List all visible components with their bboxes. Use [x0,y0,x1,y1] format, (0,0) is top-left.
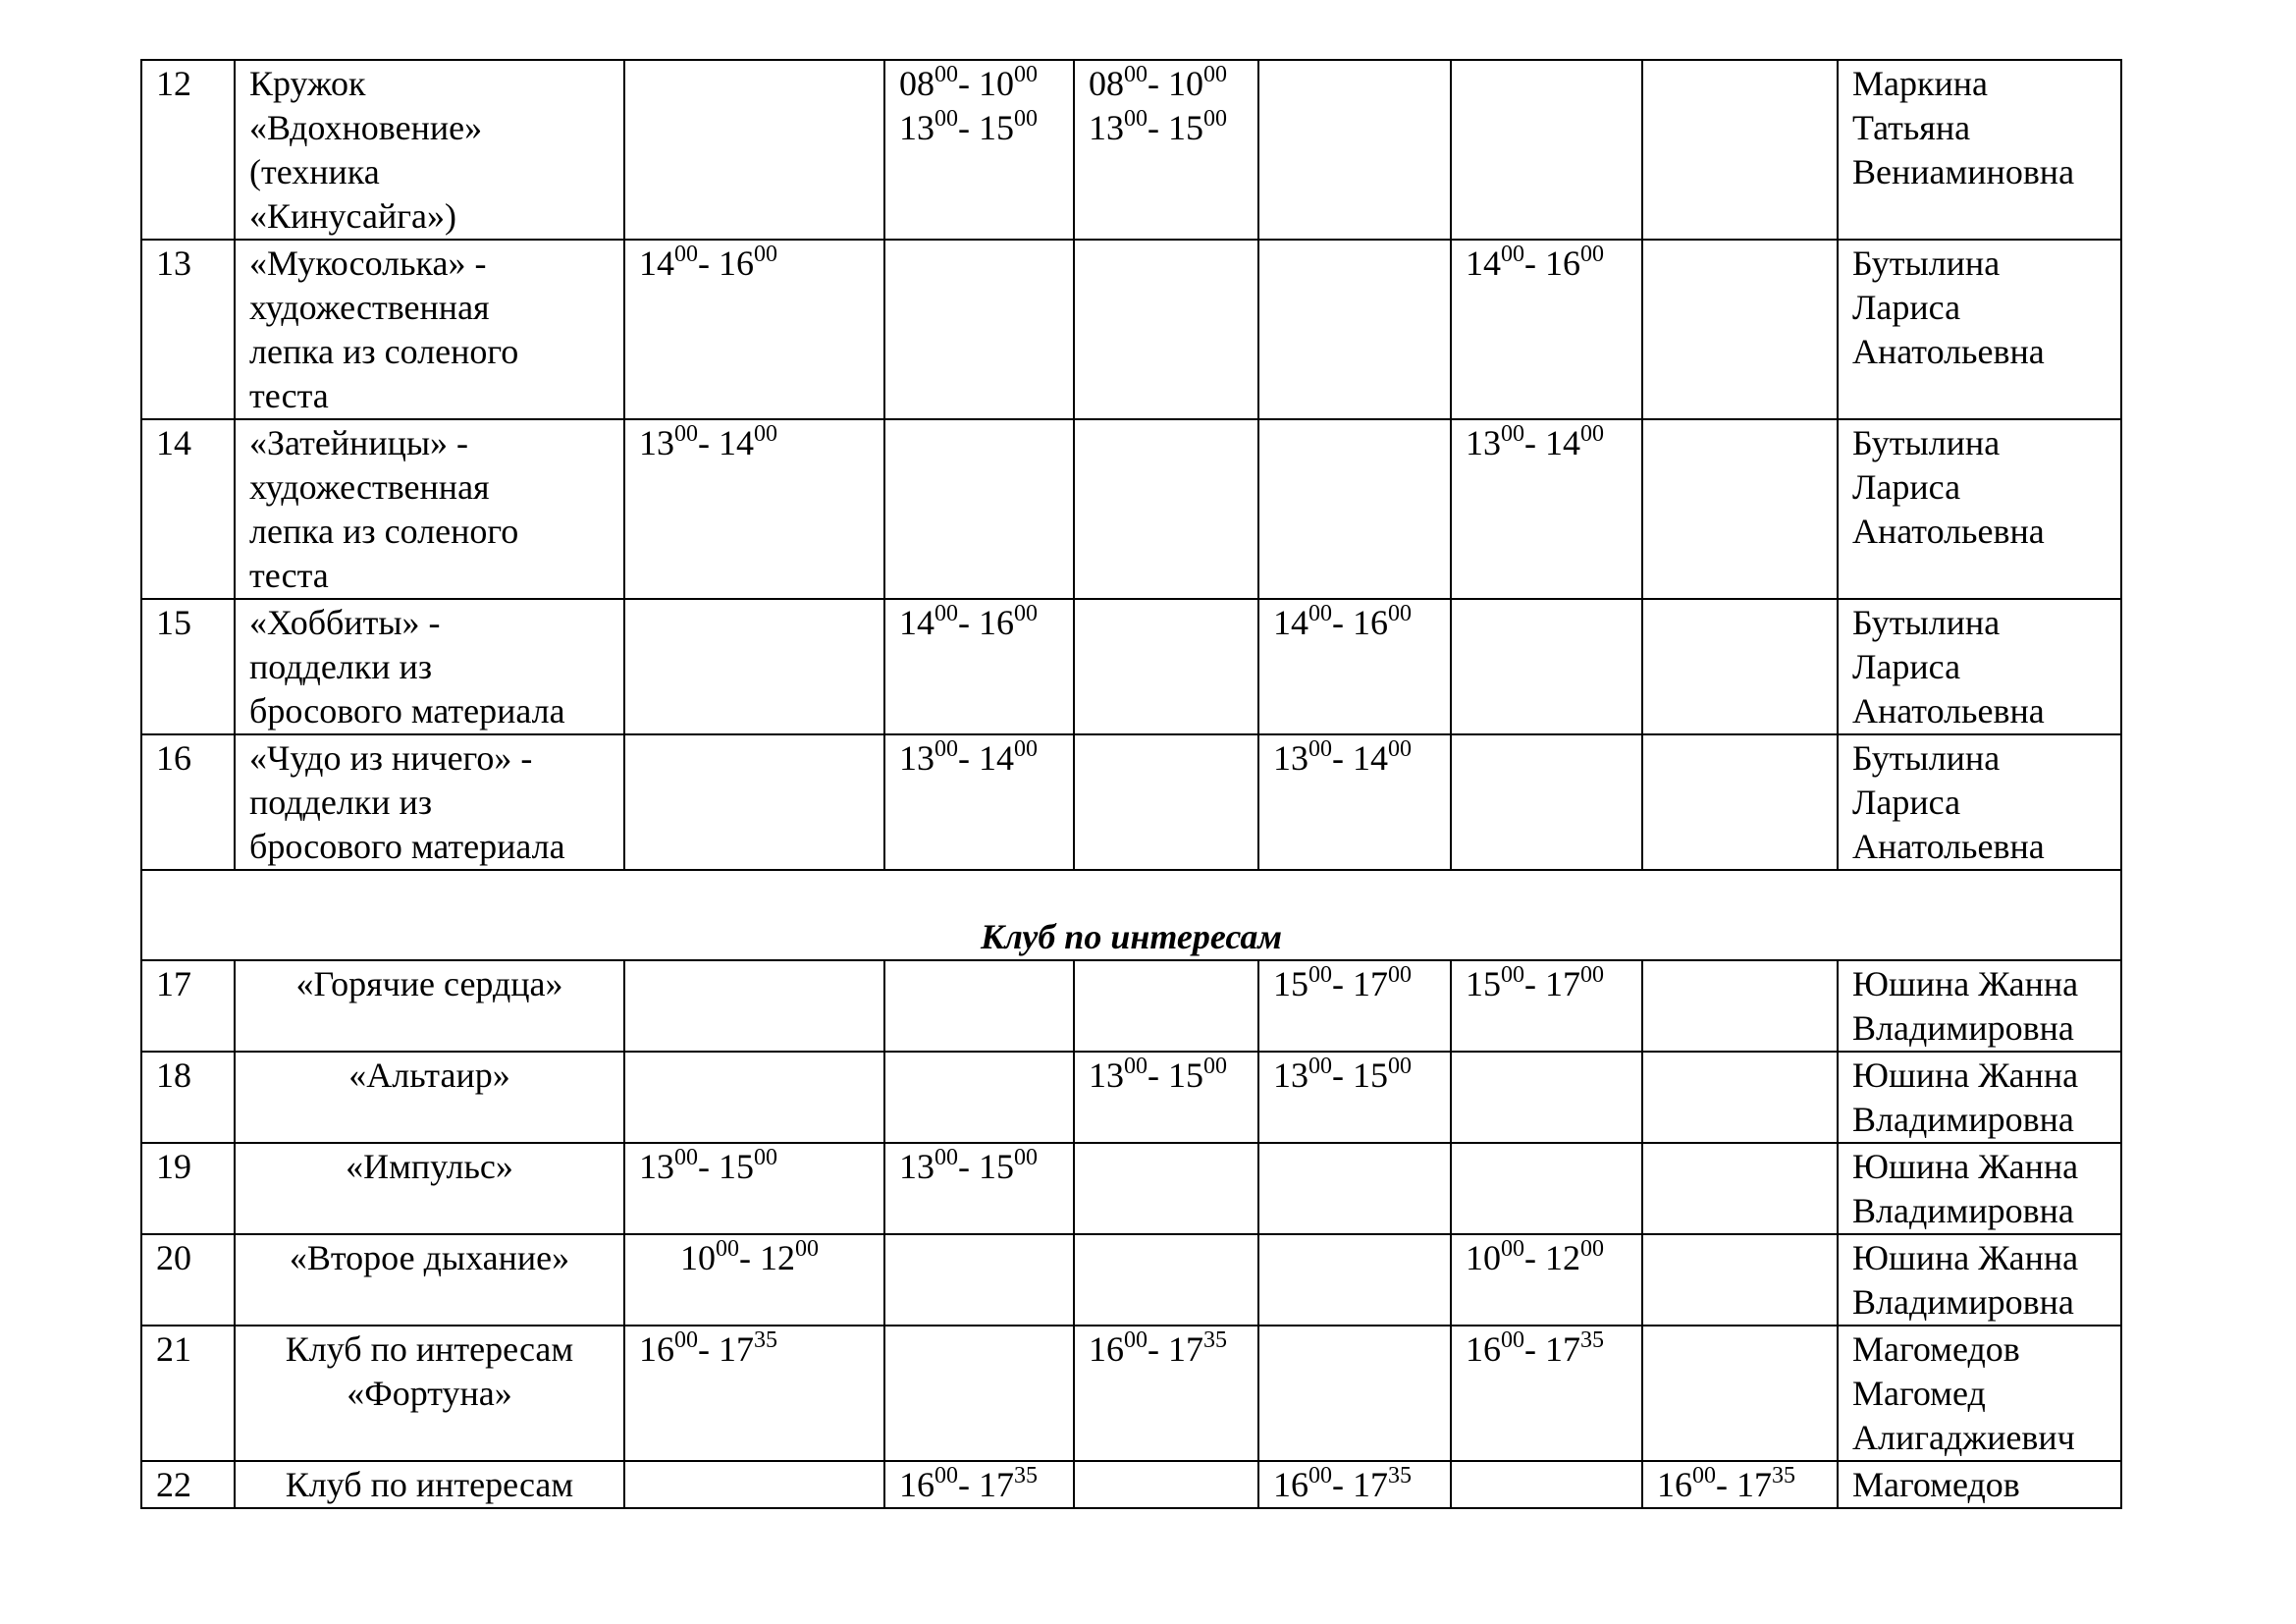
activity-name-line: теста [249,556,329,595]
time-cell [1451,419,1642,599]
activity-name-line: «Чудо из ничего» - [249,738,533,778]
time-cell [1642,1234,1838,1326]
time-range: $10^{00}-$ $12^{00}$ [1466,1236,1604,1277]
activity-name-line: лепка из соленого [249,512,519,551]
leader-name-line: Маркина [1852,64,1988,103]
table-row [141,599,2121,734]
section-title: Клуб по интересам [141,870,2121,960]
time-range: $16^{00}-$ $17^{35}$ [1657,1463,1795,1504]
row-number: 16 [141,734,235,870]
activity-name: «Альтаир» [235,1052,624,1143]
time-range: $15^{00}-$ $17^{00}$ [1466,962,1604,1003]
row-number: 17 [141,960,235,1052]
time-cell [1642,1143,1838,1234]
schedule-table [140,59,2122,1509]
time-cell [1258,599,1451,734]
activity-name-line: «Хоббиты» - [249,603,441,642]
leader-name [1838,599,2121,734]
time-cell [624,240,884,419]
time-cell [1451,960,1642,1052]
time-cell [1074,1052,1258,1143]
leader-name [1838,1234,2121,1326]
table-row [141,1461,2121,1508]
time-cell [1451,1052,1642,1143]
leader-name-line: Юшина Жанна [1852,1238,2079,1277]
time-cell [1451,60,1642,240]
row-number: 13 [141,240,235,419]
time-cell [884,1234,1074,1326]
time-cell [884,1461,1074,1508]
leader-name-line: Владимировна [1852,1008,2074,1048]
time-cell [1074,734,1258,870]
row-number: 21 [141,1326,235,1461]
time-cell [1451,599,1642,734]
row-number: 15 [141,599,235,734]
leader-name-line: Алигаджиевич [1852,1418,2075,1457]
time-range: $16^{00}-$ $17^{35}$ [899,1463,1038,1504]
time-range: $08^{00}-$ $10^{00}$ [1089,62,1227,103]
activity-name-line: Клуб по интересам [285,1329,574,1369]
time-range: $16^{00}-$ $17^{35}$ [1273,1463,1412,1504]
leader-name [1838,1461,2121,1508]
activity-name [235,599,624,734]
leader-name-line: Владимировна [1852,1191,2074,1230]
activity-name: «Горячие сердца» [235,960,624,1052]
time-cell [1258,1461,1451,1508]
table-row [141,419,2121,599]
leader-name-line: Лариса [1852,467,1961,507]
activity-name-line: Кружок [249,64,366,103]
activity-name [235,1326,624,1461]
activity-name-line: «Мукосолька» - [249,244,487,283]
time-cell [1642,599,1838,734]
leader-name-line: Анатольевна [1852,827,2045,866]
leader-name-line: Бутылина [1852,738,2001,778]
time-cell [1074,1234,1258,1326]
time-cell [1258,960,1451,1052]
leader-name [1838,419,2121,599]
time-cell [1074,1326,1258,1461]
time-range: $16^{00}-$ $17^{35}$ [639,1327,777,1369]
leader-name-line: Вениаминовна [1852,152,2075,191]
time-cell [1258,419,1451,599]
activity-name: «Второе дыхание» [235,1234,624,1326]
time-range: $13^{00}-$ $14^{00}$ [639,421,777,462]
time-cell [624,1052,884,1143]
time-cell [1642,419,1838,599]
time-cell [1074,1461,1258,1508]
leader-name-line: Анатольевна [1852,691,2045,731]
time-cell [1451,1326,1642,1461]
table-row [141,1052,2121,1143]
activity-name: Клуб по интересам [235,1461,624,1508]
time-cell [1642,734,1838,870]
time-cell [884,419,1074,599]
table-row [141,1234,2121,1326]
row-number: 18 [141,1052,235,1143]
time-cell [884,1326,1074,1461]
time-cell [624,734,884,870]
activity-name-line: лепка из соленого [249,332,519,371]
activity-name [235,240,624,419]
time-range: $13^{00}-$ $14^{00}$ [1273,736,1412,778]
activity-name [235,419,624,599]
time-cell [1074,599,1258,734]
time-cell [1642,60,1838,240]
time-cell [624,599,884,734]
leader-name-line: Анатольевна [1852,332,2045,371]
leader-name [1838,1052,2121,1143]
leader-name-line: Юшина Жанна [1852,1147,2079,1186]
table-row [141,960,2121,1052]
leader-name [1838,1326,2121,1461]
time-cell [1258,1234,1451,1326]
leader-name [1838,1143,2121,1234]
time-cell [1451,240,1642,419]
table-row [141,240,2121,419]
time-cell [624,1234,884,1326]
time-cell [1074,419,1258,599]
leader-name-line: Владимировна [1852,1282,2074,1322]
time-range: $14^{00}-$ $16^{00}$ [899,601,1038,642]
leader-name-line: Лариса [1852,783,1961,822]
time-cell [1074,1143,1258,1234]
activity-name-line: подделки из [249,647,433,686]
time-cell [884,1052,1074,1143]
time-range: $13^{00}-$ $14^{00}$ [899,736,1038,778]
leader-name-line: Владимировна [1852,1100,2074,1139]
time-cell [1074,960,1258,1052]
time-range: $14^{00}-$ $16^{00}$ [1466,242,1604,283]
activity-name-line: «Фортуна» [347,1374,512,1413]
leader-name-line: Бутылина [1852,244,2001,283]
time-cell [884,1143,1074,1234]
row-number: 22 [141,1461,235,1508]
activity-name-line: (техника [249,152,380,191]
table-row [141,734,2121,870]
time-cell [1258,240,1451,419]
time-cell [1074,60,1258,240]
activity-name [235,60,624,240]
leader-name [1838,240,2121,419]
row-number: 14 [141,419,235,599]
row-number: 20 [141,1234,235,1326]
time-cell [624,1461,884,1508]
leader-name-line: Магомедов [1852,1465,2020,1504]
time-cell [624,960,884,1052]
leader-name-line: Юшина Жанна [1852,1056,2079,1095]
time-range: $14^{00}-$ $16^{00}$ [639,242,777,283]
time-range: $13^{00}-$ $15^{00}$ [639,1145,777,1186]
activity-name-line: художественная [249,288,490,327]
leader-name-line: Бутылина [1852,423,2001,462]
time-cell [1642,240,1838,419]
table-row [141,60,2121,240]
time-range: $16^{00}-$ $17^{35}$ [1466,1327,1604,1369]
time-cell [1642,1052,1838,1143]
time-range: $13^{00}-$ $15^{00}$ [1089,106,1227,147]
time-cell [1258,1052,1451,1143]
time-cell [1642,960,1838,1052]
time-range: $08^{00}-$ $10^{00}$ [899,62,1038,103]
time-cell [1258,1143,1451,1234]
leader-name [1838,60,2121,240]
time-range: $16^{00}-$ $17^{35}$ [1089,1327,1227,1369]
activity-name-line: бросового материала [249,827,565,866]
time-cell [624,60,884,240]
section-row [141,870,2121,960]
activity-name-line: подделки из [249,783,433,822]
time-cell [884,60,1074,240]
table-row [141,1326,2121,1461]
leader-name-line: Магомедов [1852,1329,2020,1369]
time-cell [624,1143,884,1234]
time-cell [1258,1326,1451,1461]
time-cell [1451,1143,1642,1234]
activity-name-line: теста [249,376,329,415]
time-range: $13^{00}-$ $15^{00}$ [1273,1054,1412,1095]
time-range: $13^{00}-$ $15^{00}$ [1089,1054,1227,1095]
time-cell [624,419,884,599]
activity-name: «Импульс» [235,1143,624,1234]
leader-name-line: Татьяна [1852,108,1971,147]
activity-name-line: художественная [249,467,490,507]
activity-name [235,734,624,870]
time-range: $13^{00}-$ $15^{00}$ [899,106,1038,147]
time-cell [1451,1461,1642,1508]
time-cell [624,1326,884,1461]
time-cell [884,734,1074,870]
leader-name-line: Магомед [1852,1374,1986,1413]
leader-name [1838,960,2121,1052]
activity-name-line: бросового материала [249,691,565,731]
activity-name-line: «Вдохновение» [249,108,483,147]
table-row [141,1143,2121,1234]
time-cell [1642,1461,1838,1508]
leader-name-line: Анатольевна [1852,512,2045,551]
activity-name-line: «Затейницы» - [249,423,469,462]
time-cell [884,960,1074,1052]
time-cell [884,599,1074,734]
time-range: $14^{00}-$ $16^{00}$ [1273,601,1412,642]
leader-name-line: Лариса [1852,288,1961,327]
time-range: $13^{00}-$ $14^{00}$ [1466,421,1604,462]
time-cell [1642,1326,1838,1461]
time-cell [884,240,1074,419]
activity-name-line: «Кинусайга») [249,196,456,236]
leader-name-line: Бутылина [1852,603,2001,642]
leader-name-line: Лариса [1852,647,1961,686]
time-cell [1451,734,1642,870]
time-cell [1451,1234,1642,1326]
row-number: 12 [141,60,235,240]
leader-name-line: Юшина Жанна [1852,964,2079,1003]
time-cell [1258,60,1451,240]
time-range: $13^{00}-$ $15^{00}$ [899,1145,1038,1186]
leader-name [1838,734,2121,870]
row-number: 19 [141,1143,235,1234]
time-cell [1074,240,1258,419]
time-range: $10^{00}-$ $12^{00}$ [680,1236,819,1277]
time-cell [1258,734,1451,870]
schedule-body [141,60,2121,1508]
time-range: $15^{00}-$ $17^{00}$ [1273,962,1412,1003]
